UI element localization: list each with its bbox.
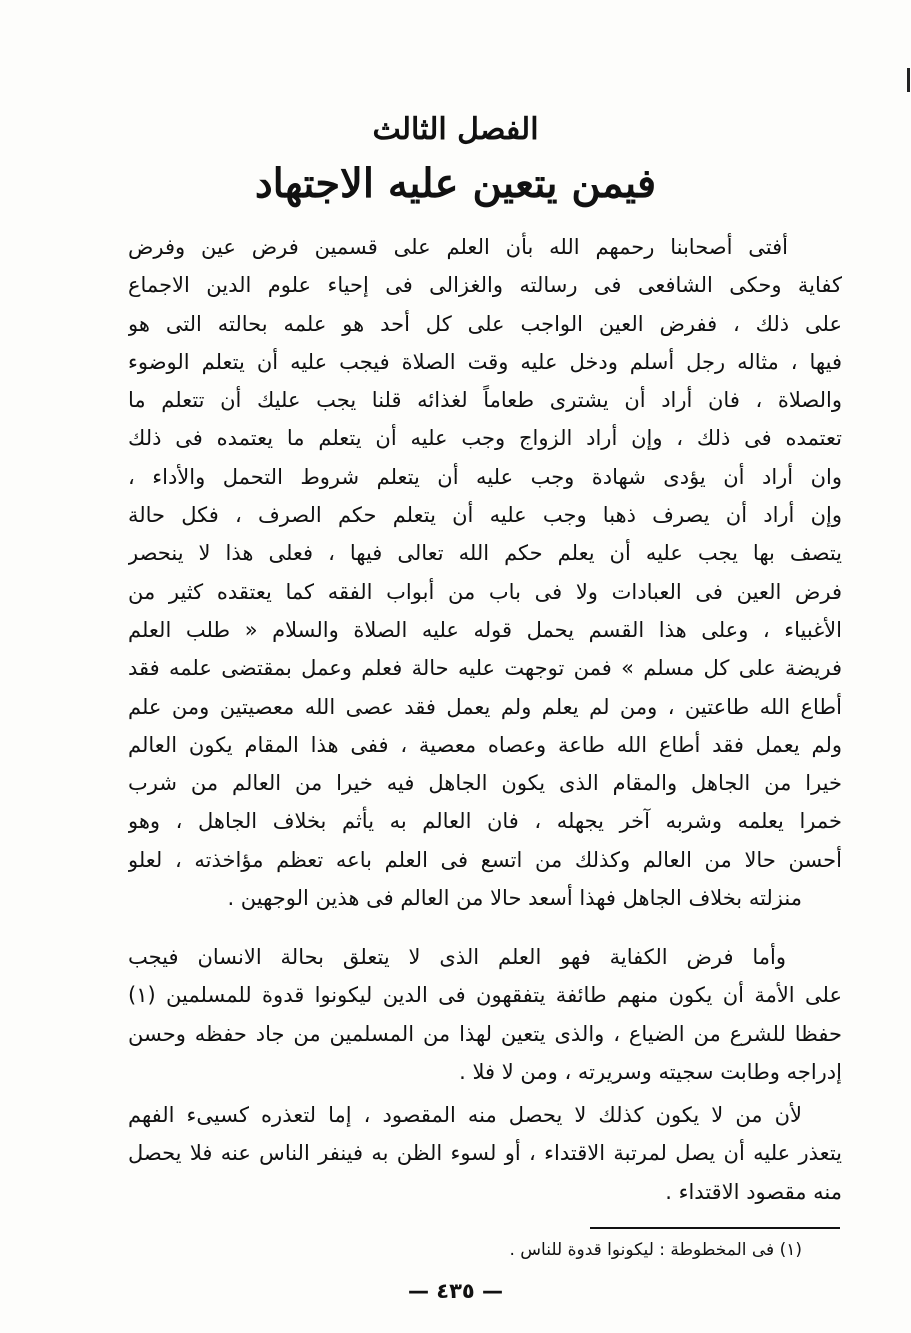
text-line: حفظا للشرع من الضياع ، والذى يتعين لهذا من المسلمين من جاد حفظه وحسن [128, 1021, 842, 1046]
text-line: على ذلك ، ففرض العين الواجب على كل أحد هو علمه بحالته التى هو [128, 311, 842, 336]
text-line: أحسن حالا من العالم وكذلك من اتسع فى العلم باعه تعظم مؤاخذته ، لعلو [128, 847, 842, 872]
paragraph-3 [128, 1096, 842, 1211]
text-line: وان أراد أن يؤدى شهادة وجب عليه أن يتعلم شروط التحمل والأداء ، [128, 464, 842, 489]
footnote-divider [590, 1227, 840, 1229]
text-line: فرض العين فى العبادات ولا فى باب من أبواب الفقه كما يعتقده كثير من [128, 579, 842, 604]
text-line: فريضة على كل مسلم » فمن توجهت عليه حالة فعلم وعمل بمقتضى علمه فقد [128, 656, 842, 681]
text-line: الأغبياء ، وعلى هذا القسم يحمل قوله عليه الصلاة والسلام « طلب العلم [128, 617, 842, 642]
text-line: ولم يعمل فقد أطاع الله طاعة وعصاه معصية ، ففى هذا المقام يكون العالم [128, 732, 842, 757]
paragraph-2 [128, 938, 842, 1091]
text-line: وأما فرض الكفاية فهو العلم الذى لا يتعلق بحالة الانسان فيجب [128, 945, 786, 969]
text-line: تعتمده فى ذلك ، وإن أراد الزواج وجب عليه أن يتعلم ما يعتمده فى ذلك [128, 426, 842, 451]
paragraph-1 [128, 228, 842, 917]
chapter-heading: الفصل الثالث [372, 112, 539, 147]
text-line: والصلاة ، فان أراد أن يشترى طعاماً لغذائه قلنا يجب عليك أن تتعلم ما [128, 388, 842, 413]
text-line: خمرا يعلمه وشربه آخر يجهله ، فان العالم به يأثم بخلاف الجاهل ، وهو [128, 809, 842, 834]
text-line: منزلته بخلاف الجاهل فهذا أسعد حالا من العالم فى هذين الوجهين . [227, 886, 802, 911]
text-line: يتعذر عليه أن يصل لمرتبة الاقتداء ، أو لسوء الظن به فينفر الناس عنه فلا يحصل [128, 1141, 842, 1166]
footnote: (١) فى المخطوطة : ليكونوا قدوة للناس . [509, 1240, 802, 1260]
text-line: كفاية وحكى الشافعى فى رسالته والغزالى فى إحياء علوم الدين الاجماع [128, 273, 842, 298]
page-number: — ٤٣٥ — [407, 1279, 504, 1303]
text-line: على الأمة أن يكون منهم طائفة يتفقهون فى الدين ليكونوا قدوة للمسلمين (١) [128, 983, 842, 1008]
text-line: أطاع الله طاعتين ، ومن لم يعلم ولم يعمل فقد عصى الله معصيتين ومن علم [128, 694, 842, 719]
text-line: لأن من لا يكون كذلك لا يحصل منه المقصود ، إما لتعذره كسيىء الفهم [128, 1103, 802, 1127]
scan-edge-mark [907, 68, 910, 92]
text-line: أفتى أصحابنا رحمهم الله بأن العلم على قسمين فرض عين وفرض [128, 235, 788, 259]
text-line: فيها ، مثاله رجل أسلم ودخل عليه وقت الصلاة فيجب عليه أن يتعلم الوضوء [128, 349, 842, 374]
text-line: خيرا من الجاهل والمقام الذى يكون الجاهل فيه خيرا من العالم من شرب [128, 771, 842, 796]
section-title: فيمن يتعين عليه الاجتهاد [254, 160, 657, 207]
text-line: وإن أراد أن يصرف ذهبا وجب عليه أن يتعلم حكم الصرف ، فكل حالة [128, 503, 842, 528]
text-line: منه مقصود الاقتداء . [665, 1179, 842, 1204]
text-line: إدراجه وطابت سجيته وسريرته ، ومن لا فلا . [459, 1059, 842, 1084]
text-line: يتصف بها يجب عليه أن يعلم حكم الله تعالى فيها ، فعلى هذا لا ينحصر [128, 541, 842, 566]
